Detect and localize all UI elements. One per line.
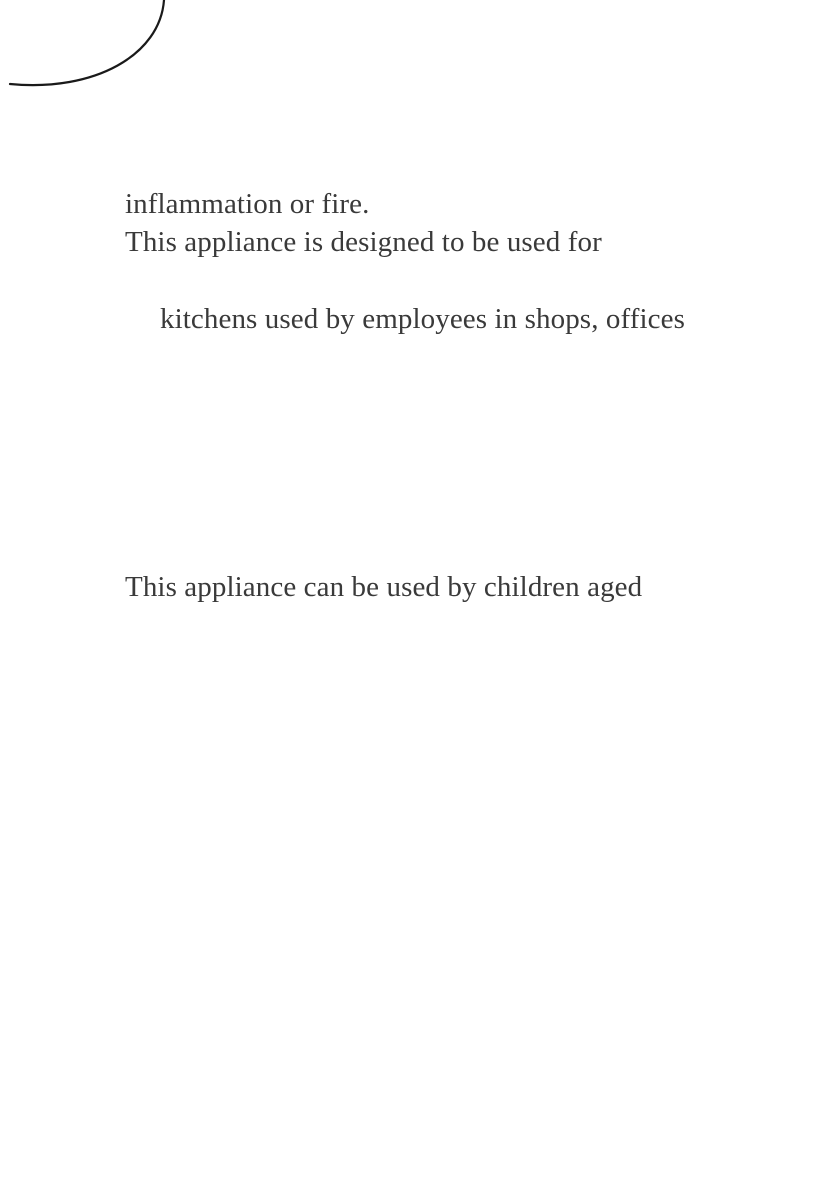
text-line-designed-use: This appliance is designed to be used for: [125, 226, 602, 258]
page-corner-arc: [0, 0, 180, 100]
text-line-inflammation: inflammation or fire.: [125, 188, 370, 220]
text-line-children: This appliance can be used by children aged: [125, 571, 643, 603]
text-line-kitchens: kitchens used by employees in shops, offices: [160, 303, 685, 335]
